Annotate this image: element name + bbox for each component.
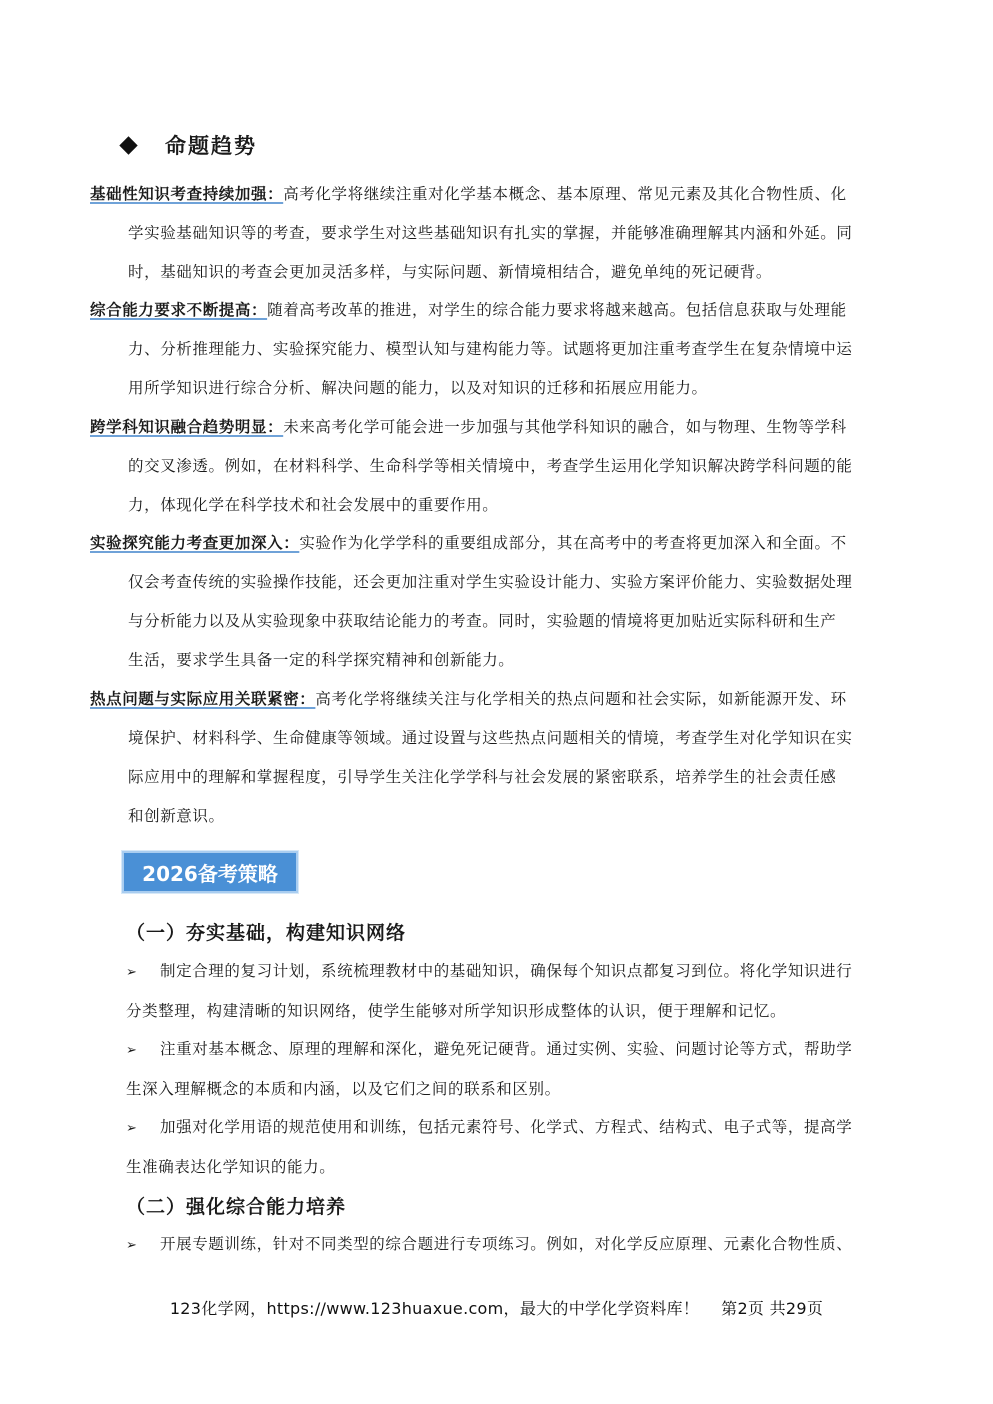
paragraph-line: 和创新意识。 xyxy=(128,807,225,825)
arrowhead-icon: ➢ xyxy=(126,1238,138,1253)
paragraph-line: 实验作为化学学科的重要组成部分，其在高考中的考查将更加深入和全面。不 xyxy=(299,534,847,552)
paragraph-line: 力，体现化学在科学技术和社会发展中的重要作用。 xyxy=(128,496,499,514)
paragraph-line: 未来高考化学可能会进一步加强与其他学科知识的融合，如与物理、生物等学科 xyxy=(283,418,847,436)
strategy-banner: 2026备考策略 xyxy=(122,851,298,893)
bullet-line: 加强对化学用语的规范使用和训练，包括元素符号、化学式、方程式、结构式、电子式等，提高学 xyxy=(160,1118,853,1136)
section-heading-2: （二）强化综合能力培养 xyxy=(126,1196,347,1218)
trend-heading-text: 命题趋势 xyxy=(165,133,257,158)
paragraph-line: 高考化学将继续关注与化学相关的热点问题和社会实际，如新能源开发、环 xyxy=(315,690,847,708)
section-heading-1: （一）夯实基础，构建知识网络 xyxy=(126,922,407,944)
bullet-line: 生准确表达化学知识的能力。 xyxy=(126,1158,336,1176)
paragraph-line: 力、分析推理能力、实验探究能力、模型认知与建构能力等。试题将更加注重考查学生在复杂情境中运 xyxy=(128,340,853,358)
paragraph-line: 随着高考改革的推进，对学生的综合能力要求将越来越高。包括信息获取与处理能 xyxy=(267,301,847,319)
page-footer xyxy=(0,1296,993,1319)
bullet-item-4 xyxy=(126,1225,906,1265)
paragraph-line: 境保护、材料科学、生命健康等领域。通过设置与这些热点问题相关的情境，考查学生对化学知识在实 xyxy=(128,729,853,747)
paragraph-line: 仅会考查传统的实验操作技能，还会更加注重对学生实验设计能力、实验方案评价能力、实验数据处理 xyxy=(128,573,853,591)
bullet-line: 注重对基本概念、原理的理解和深化，避免死记硬背。通过实例、实验、问题讨论等方式，帮助学 xyxy=(160,1040,853,1058)
trend-paragraph-4 xyxy=(90,523,905,680)
footer-page-number: 第2页 共29页 xyxy=(721,1299,824,1318)
paragraph-line: 高考化学将继续注重对化学基本概念、基本原理、常见元素及其化合物性质、化 xyxy=(283,185,847,203)
trend-paragraph-3 xyxy=(90,407,905,525)
paragraph-line: 时，基础知识的考查会更加灵活多样，与实际问题、新情境相结合，避免单纯的死记硬背。 xyxy=(128,263,773,281)
bullet-line: 生深入理解概念的本质和内涵，以及它们之间的联系和区别。 xyxy=(126,1080,561,1098)
diamond-icon xyxy=(119,136,137,154)
paragraph-lead: 基础性知识考查持续加强： xyxy=(90,184,284,203)
paragraph-line: 的交叉渗透。例如，在材料科学、生命科学等相关情境中，考查学生运用化学知识解决跨学科问题的能 xyxy=(128,457,853,475)
footer-site-text: 123化学网，https://www.123huaxue.com，最大的中学化学资料库！ xyxy=(169,1299,700,1318)
paragraph-lead: 实验探究能力考查更加深入： xyxy=(90,533,300,552)
bullet-line: 开展专题训练，针对不同类型的综合题进行专项练习。例如，对化学反应原理、元素化合物性质、 xyxy=(160,1235,853,1253)
bullet-line: 分类整理，构建清晰的知识网络，使学生能够对所学知识形成整体的认识，便于理解和记忆。 xyxy=(126,1002,787,1020)
arrowhead-icon: ➢ xyxy=(126,965,138,980)
trend-paragraph-5 xyxy=(90,679,905,836)
paragraph-line: 与分析能力以及从实验现象中获取结论能力的考查。同时，实验题的情境将更加贴近实际科研和生产 xyxy=(128,612,837,630)
trend-paragraph-2 xyxy=(90,290,905,408)
trend-heading xyxy=(118,130,257,160)
paragraph-line: 生活，要求学生具备一定的科学探究精神和创新能力。 xyxy=(128,651,515,669)
arrowhead-icon: ➢ xyxy=(126,1121,138,1136)
paragraph-lead: 综合能力要求不断提高： xyxy=(90,300,268,319)
bullet-item-2 xyxy=(126,1030,906,1109)
paragraph-line: 际应用中的理解和掌握程度，引导学生关注化学学科与社会发展的紧密联系，培养学生的社会责任感 xyxy=(128,768,837,786)
bullet-item-1 xyxy=(126,952,906,1031)
paragraph-line: 学实验基础知识等的考查，要求学生对这些基础知识有扎实的掌握，并能够准确理解其内涵和外延。同 xyxy=(128,224,853,242)
arrowhead-icon: ➢ xyxy=(126,1043,138,1058)
trend-paragraph-1 xyxy=(90,174,905,292)
paragraph-line: 用所学知识进行综合分析、解决问题的能力，以及对知识的迁移和拓展应用能力。 xyxy=(128,379,708,397)
paragraph-lead: 热点问题与实际应用关联紧密： xyxy=(90,689,316,708)
bullet-item-3 xyxy=(126,1108,906,1187)
bullet-line: 制定合理的复习计划，系统梳理教材中的基础知识，确保每个知识点都复习到位。将化学知识进行 xyxy=(160,962,853,980)
paragraph-lead: 跨学科知识融合趋势明显： xyxy=(90,417,284,436)
